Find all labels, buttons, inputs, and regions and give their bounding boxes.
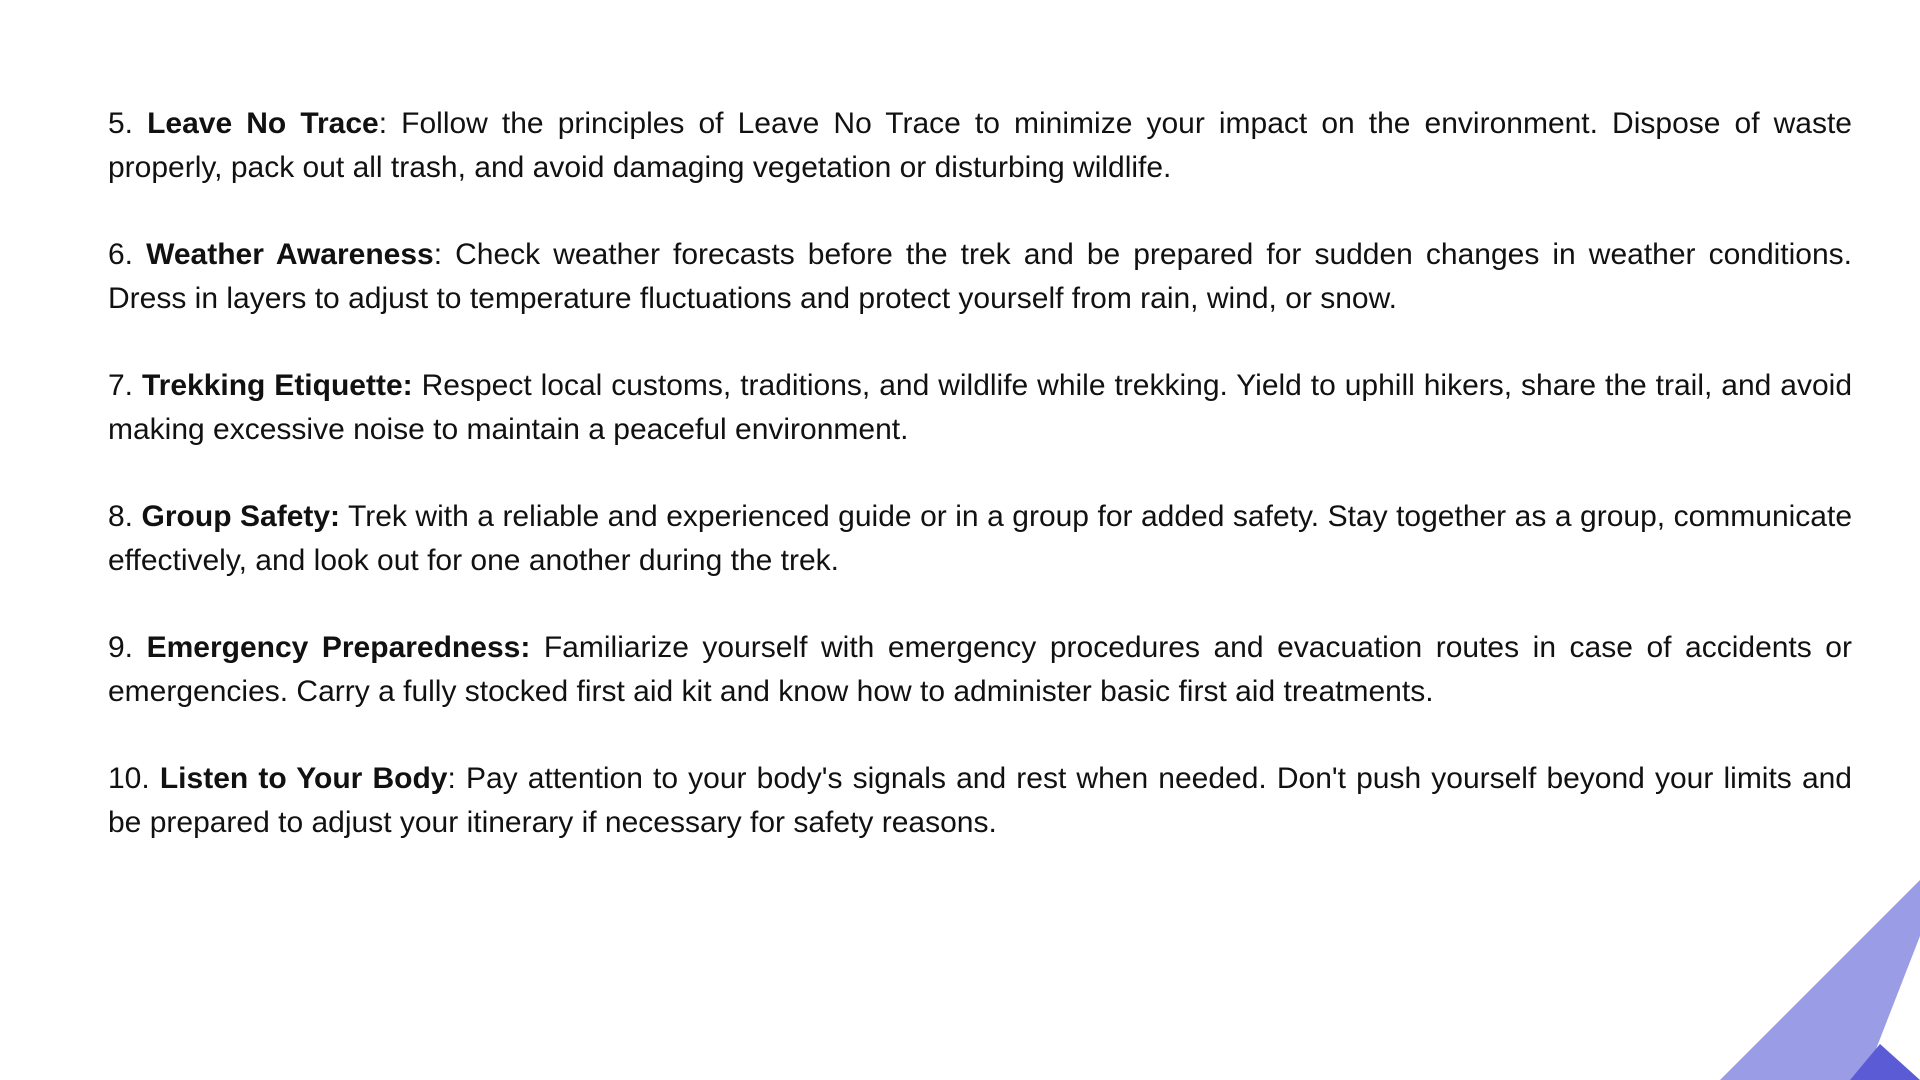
item-number: 9. <box>108 631 134 664</box>
corner-stripe-light <box>1720 880 1920 1080</box>
item-separator: : <box>447 762 456 795</box>
item-separator: : <box>433 238 443 271</box>
list-item <box>108 757 1852 845</box>
item-term: Group Safety: <box>141 500 341 533</box>
list-item <box>108 233 1852 321</box>
item-number: 6. <box>108 238 134 271</box>
item-term: Listen to Your Body <box>159 762 448 795</box>
item-text: Trek with a reliable and experienced guide or in a group for added safety. Stay together as a group, communicate effectively, and look out for one another during the trek. <box>108 500 1853 577</box>
list-item <box>108 495 1852 583</box>
item-number: 10. <box>108 762 150 795</box>
item-term: Trekking Etiquette: <box>141 369 413 402</box>
item-text: Follow the principles of Leave No Trace to minimize your impact on the environment. Dispose of waste properly, pack out all trash, and avoid damaging vegetation or disturbing wildlife. <box>108 107 1852 184</box>
item-text: Familiarize yourself with emergency procedures and evacuation routes in case of accidents or emergencies. Carry a fully stocked first aid kit and know how to administer basic first aid treatments. <box>108 631 1852 708</box>
list-item <box>108 626 1852 714</box>
list-item <box>108 102 1852 190</box>
corner-decoration <box>1720 880 1920 1080</box>
item-text: Pay attention to your body's signals and rest when needed. Don't push yourself beyond your limits and be prepared to adjust your itinerary if necessary for safety reasons. <box>108 762 1852 839</box>
item-number: 8. <box>108 500 134 533</box>
safety-tips-list <box>108 102 1852 888</box>
item-number: 7. <box>108 369 134 402</box>
list-item <box>108 364 1852 452</box>
item-term: Emergency Preparedness: <box>146 631 531 664</box>
item-term: Leave No Trace <box>147 107 379 140</box>
item-text: Check weather forecasts before the trek and be prepared for sudden changes in weather conditions. Dress in layers to adjust to temperature fluctuations and protect yourself from rain, wind, or snow. <box>108 238 1853 315</box>
item-number: 5. <box>108 107 134 140</box>
item-term: Weather Awareness <box>146 238 434 271</box>
item-separator: : <box>378 107 388 140</box>
item-text: Respect local customs, traditions, and wildlife while trekking. Yield to uphill hikers, share the trail, and avoid making excessive noise to maintain a peaceful environment. <box>108 369 1852 446</box>
